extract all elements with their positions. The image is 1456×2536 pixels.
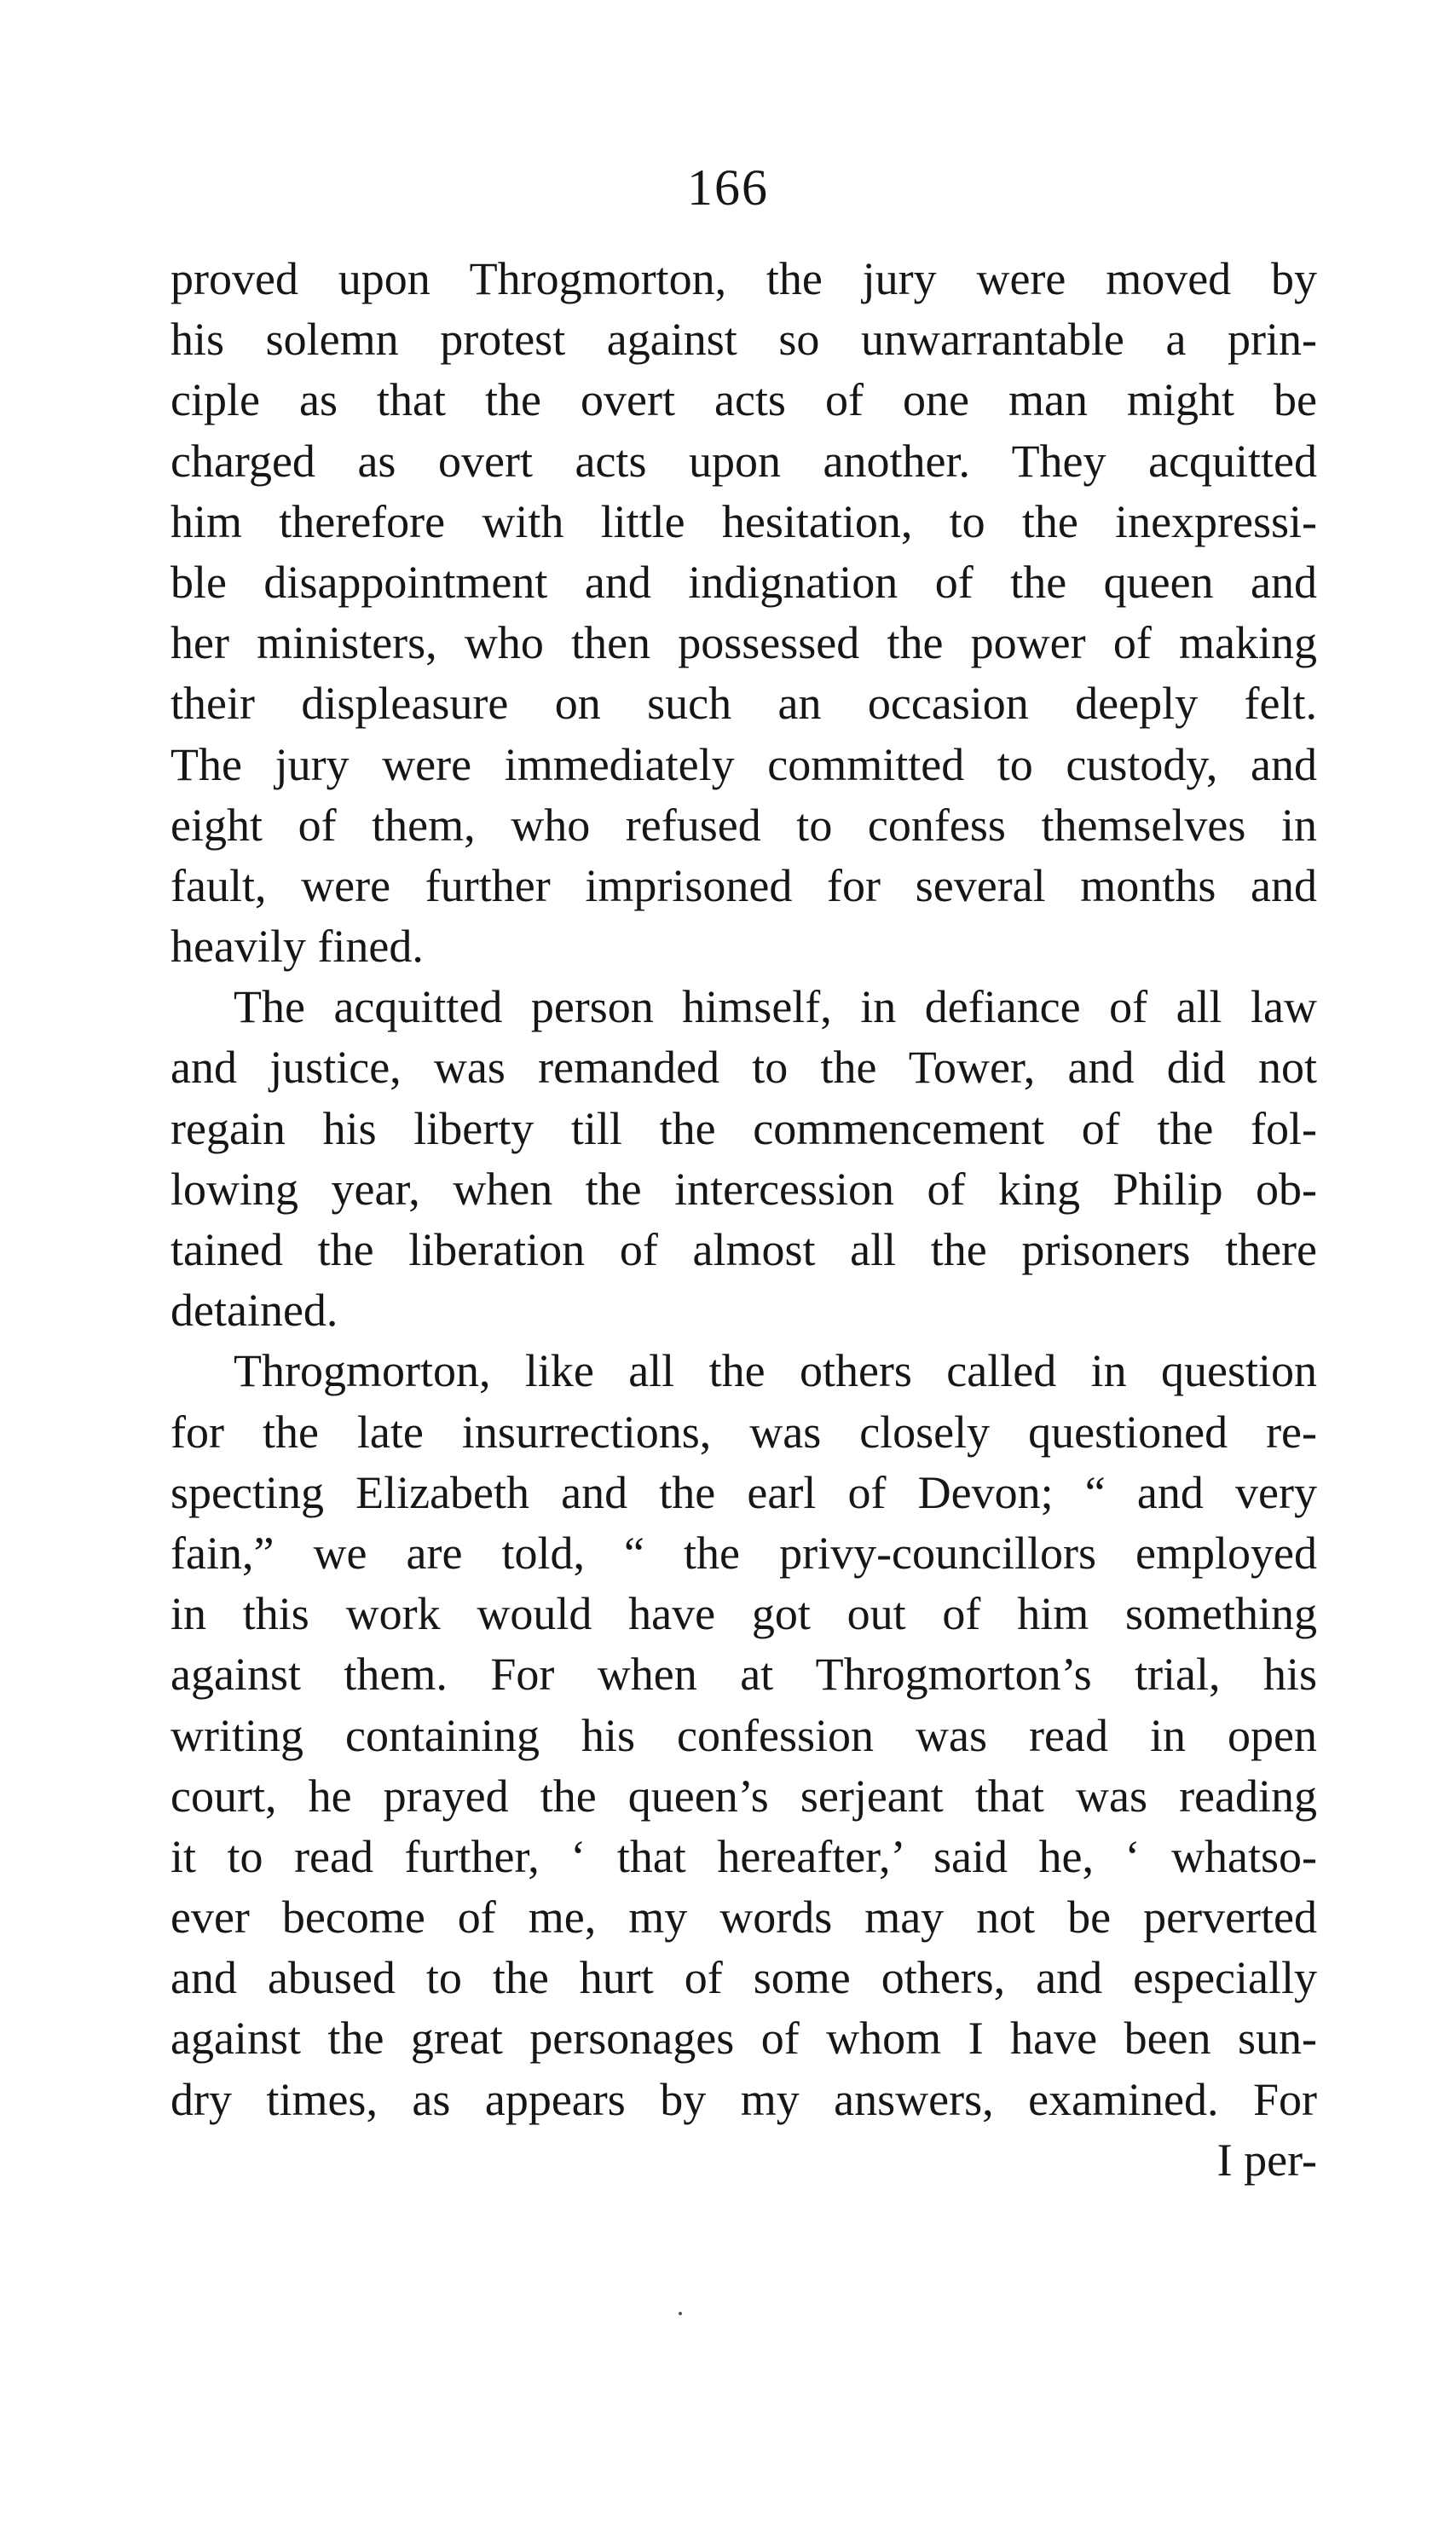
text-line: ciple as that the overt acts of one man might be xyxy=(170,374,1317,426)
text-line: lowing year, when the intercession of king Philip ob- xyxy=(170,1163,1317,1215)
text-line: and abused to the hurt of some others, and especially xyxy=(170,1952,1317,2004)
text-line: regain his liberty till the commencement of the fol- xyxy=(170,1102,1317,1154)
text-line: dry times, as appears by my answers, examined. For xyxy=(170,2073,1317,2125)
text-line: court, he prayed the queen’s serjeant that was reading xyxy=(170,1770,1317,1822)
text-line: against the great personages of whom I have been sun- xyxy=(170,2013,1317,2065)
text-line: charged as overt acts upon another. They acquitted xyxy=(170,435,1317,487)
text-line: fain,” we are told, “ the privy-councillors employed xyxy=(170,1527,1317,1579)
text-line: heavily fined. xyxy=(170,921,424,973)
text-line: Throgmorton, like all the others called in question xyxy=(234,1345,1317,1397)
body-text xyxy=(170,249,1317,2191)
text-line: against them. For when at Throgmorton’s trial, his xyxy=(170,1649,1317,1701)
text-line: The acquitted person himself, in defiance of all law xyxy=(234,981,1317,1033)
text-line: fault, were further imprisoned for several months and xyxy=(170,859,1317,911)
text-line: ever become of me, my words may not be perverted xyxy=(170,1892,1317,1944)
printer-mark-dot xyxy=(679,2312,682,2315)
text-lines xyxy=(170,249,1317,2130)
text-line: detained. xyxy=(170,1285,338,1337)
text-line: for the late insurrections, was closely questioned re- xyxy=(170,1406,1317,1458)
text-line: tained the liberation of almost all the prisoners there xyxy=(170,1224,1317,1275)
text-line: his solemn protest against so unwarrantable a prin- xyxy=(170,314,1317,366)
text-line: proved upon Throgmorton, the jury were moved by xyxy=(170,253,1317,304)
text-line: their displeasure on such an occasion deeply felt. xyxy=(170,678,1317,730)
text-line: writing containing his confession was read in open xyxy=(170,1709,1317,1761)
text-line: her ministers, who then possessed the power of making xyxy=(170,617,1317,669)
text-line: eight of them, who refused to confess themselves in xyxy=(170,799,1317,851)
text-line: it to read further, ‘ that hereafter,’ said he, ‘ whatso- xyxy=(170,1830,1317,1882)
text-line: and justice, was remanded to the Tower, and did not xyxy=(170,1042,1317,1094)
page-number: 166 xyxy=(687,159,769,216)
text-line: ble disappointment and indignation of the queen and xyxy=(170,556,1317,608)
catchword: I per- xyxy=(1216,2134,1317,2186)
text-line: him therefore with little hesitation, to the inexpressi- xyxy=(170,495,1317,547)
text-line: The jury were immediately committed to custody, and xyxy=(170,738,1317,790)
text-line: in this work would have got out of him something xyxy=(170,1588,1317,1640)
text-line: specting Elizabeth and the earl of Devon; “ and very xyxy=(170,1466,1317,1518)
